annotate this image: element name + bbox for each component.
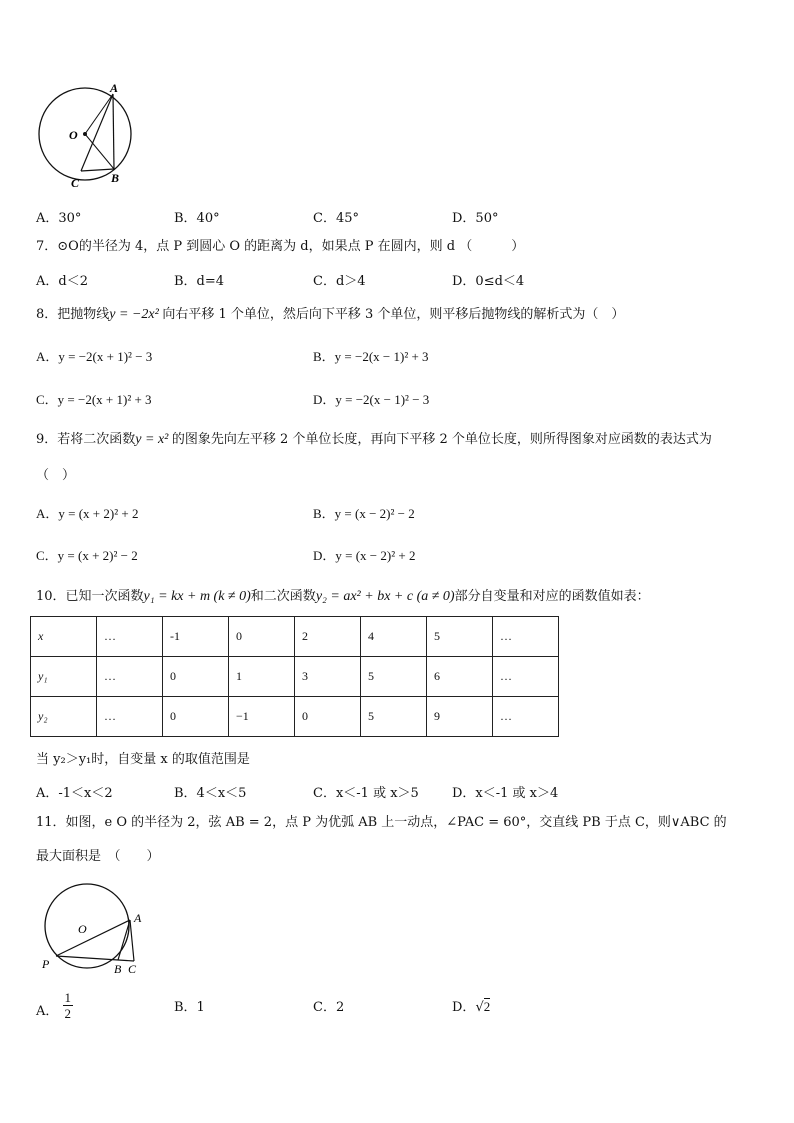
table-cell: …	[493, 617, 559, 657]
q11-option-c[interactable]: C．2	[313, 1000, 345, 1015]
q11-option-d-label: D．	[452, 1000, 476, 1015]
q9-option-a[interactable]: A．y = (x + 2)² + 2	[36, 506, 139, 521]
q11-option-a-label: A．	[36, 1004, 59, 1019]
q11-label-o: O	[78, 922, 87, 936]
q8-option-a[interactable]: A．y = −2(x + 1)² − 3	[36, 349, 153, 364]
q10-option-b[interactable]: B．4＜x＜5	[174, 786, 247, 801]
q11-option-a-fraction	[63, 990, 74, 1021]
table-row	[31, 617, 559, 657]
table-cell: …	[493, 697, 559, 737]
q9-stem	[36, 431, 712, 449]
q9-option-b[interactable]: B．y = (x − 2)² − 2	[313, 506, 415, 521]
q7-stem: 7．⊙O的半径为 4，点 P 到圆心 O 的距离为 d，如果点 P 在圆内，则 d （ ）	[36, 239, 525, 254]
table-cell: 0	[163, 697, 229, 737]
q7-option-d[interactable]: D．0≤d＜4	[452, 274, 525, 289]
q6-circle-figure	[36, 82, 136, 190]
q8-stem-pre: 8．把抛物线	[36, 307, 110, 322]
q8-option-c[interactable]: C．y = −2(x + 1)² + 3	[36, 392, 152, 407]
table-cell: 0	[163, 657, 229, 697]
q6-chord-ab	[113, 94, 114, 169]
q8-option-b[interactable]: B．y = −2(x − 1)² + 3	[313, 349, 429, 364]
q10-option-d[interactable]: D．x＜-1 或 x＞4	[452, 786, 559, 801]
q6-center-dot	[83, 132, 87, 136]
table-cell: …	[97, 617, 163, 657]
q10-stem-post: 部分自变量和对应的函数值如表：	[454, 589, 650, 604]
table-cell: …	[493, 657, 559, 697]
q11-segment-ab	[118, 920, 130, 960]
q9-option-c[interactable]: C．y = (x + 2)² − 2	[36, 548, 138, 563]
q7-option-b[interactable]: B．d=4	[174, 274, 225, 289]
q6-option-a[interactable]: A．30°	[36, 211, 82, 226]
q8-stem-post: 向右平移 1 个单位，然后向下平移 3 个单位，则平移后抛物线的解析式为（ ）	[162, 307, 625, 322]
q10-stem-math2: y₂ = ax² + bx + c (a ≠ 0)	[315, 589, 455, 604]
q11-stem-line1: 11．如图，e O 的半径为 2，弦 AB = 2，点 P 为优弧 AB 上一动点，∠PAC = 60°，交直线 PB 于点 C，则∨ABC 的	[36, 815, 727, 830]
table-cell: 1	[229, 657, 295, 697]
table-cell: …	[97, 697, 163, 737]
table-cell: -1	[163, 617, 229, 657]
table-cell: 5	[427, 617, 493, 657]
table-cell: 9	[427, 697, 493, 737]
q11-label-p: P	[42, 957, 50, 971]
q11-label-c: C	[128, 962, 137, 976]
table-cell: 4	[361, 617, 427, 657]
q8-option-d[interactable]: D．y = −2(x − 1)² − 3	[313, 392, 430, 407]
q10-stem-math1: y₁ = kx + m (k ≠ 0)	[143, 589, 251, 604]
q7-option-c[interactable]: C．d＞4	[313, 274, 366, 289]
q11-option-d[interactable]	[452, 996, 490, 1015]
q10-option-a[interactable]: A．-1＜x＜2	[36, 786, 113, 801]
q11-circle-figure	[38, 880, 150, 976]
q6-option-b[interactable]: B．40°	[174, 211, 220, 226]
table-cell: x	[31, 617, 97, 657]
q10-value-table	[30, 616, 559, 737]
table-cell: …	[97, 657, 163, 697]
q6-label-a: A	[110, 82, 119, 95]
q9-stem-line2: （ ）	[36, 468, 76, 483]
table-cell: 5	[361, 697, 427, 737]
table-row	[31, 697, 559, 737]
q6-label-c: C	[71, 176, 80, 190]
q11-label-b: B	[114, 962, 122, 976]
q11-option-a-denominator: 2	[64, 1006, 72, 1021]
q6-chord-cb	[81, 169, 114, 171]
q10-stem-mid: 和二次函数	[250, 589, 316, 604]
q10-stem	[36, 588, 650, 606]
table-cell: 2	[295, 617, 361, 657]
q11-option-d-radicand: 2	[483, 999, 491, 1014]
q10-option-c[interactable]: C．x＜-1 或 x＞5	[313, 786, 419, 801]
table-row	[31, 657, 559, 697]
q11-option-a-numerator: 1	[64, 990, 72, 1005]
table-cell: 0	[295, 697, 361, 737]
q11-option-a[interactable]	[36, 990, 73, 1021]
q11-line-pc	[56, 956, 134, 961]
table-cell: 6	[427, 657, 493, 697]
q6-option-d[interactable]: D．50°	[452, 211, 499, 226]
table-cell: 5	[361, 657, 427, 697]
table-cell: −1	[229, 697, 295, 737]
q9-stem-post: 的图象先向左平移 2 个单位长度，再向下平移 2 个单位长度，则所得图象对应函数的表达式为	[171, 432, 712, 447]
table-cell: 0	[229, 617, 295, 657]
q10-condition: 当 y₂＞y₁时，自变量 x 的取值范围是	[36, 752, 250, 767]
q7-option-a[interactable]: A．d＜2	[36, 274, 88, 289]
q11-option-b[interactable]: B．1	[174, 1000, 205, 1015]
q11-stem-line2: 最大面积是 （ ）	[36, 849, 160, 864]
table-cell: y₁	[31, 657, 97, 697]
q6-label-o: O	[69, 128, 78, 142]
q11-label-a: A	[134, 911, 142, 925]
q11-sqrt-icon: √	[475, 1000, 484, 1015]
q9-stem-math: y = x²	[135, 432, 172, 447]
table-cell: y₂	[31, 697, 97, 737]
q9-option-d[interactable]: D．y = (x − 2)² + 2	[313, 548, 416, 563]
table-cell: 3	[295, 657, 361, 697]
q8-stem	[36, 306, 624, 324]
q6-label-b: B	[111, 171, 120, 185]
q10-stem-pre: 10．已知一次函数	[36, 589, 144, 604]
q8-stem-math: y = −2x²	[109, 307, 163, 322]
q6-option-c[interactable]: C．45°	[313, 211, 359, 226]
q11-segment-ac	[130, 920, 134, 961]
q9-stem-pre: 9．若将二次函数	[36, 432, 136, 447]
q11-segment-pa	[56, 920, 130, 956]
